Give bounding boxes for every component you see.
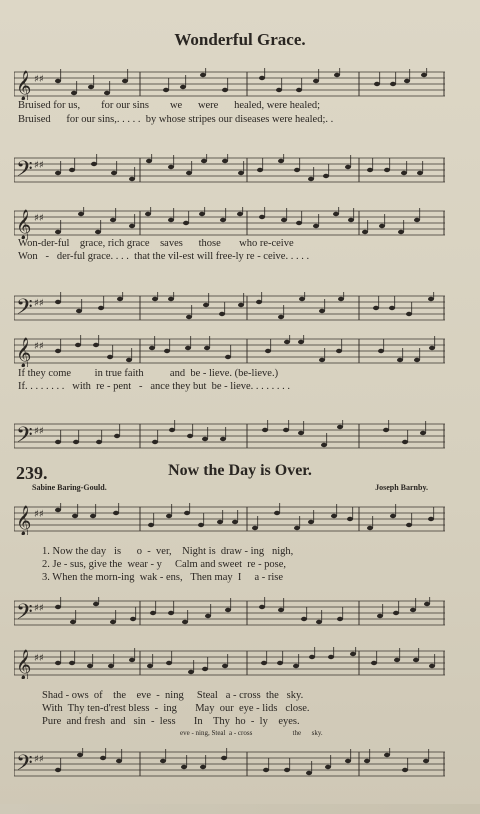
bass-clef-icon: 𝄢 [16,157,33,186]
note-head [406,312,412,316]
note-head [220,218,226,222]
note-head [298,340,304,344]
note-head [256,300,262,304]
note-head [166,514,172,518]
note-head [367,168,373,172]
note-head [160,759,166,763]
staff-lines [14,292,445,324]
note-head [333,212,339,216]
note-head [378,349,384,353]
note-head [78,212,84,216]
note-head [313,79,319,83]
note-head [221,756,227,760]
staff-lines [14,597,445,629]
note-head [383,428,389,432]
note-head [202,667,208,671]
note-head [55,661,61,665]
note-head [166,661,172,665]
staff-lines [14,68,445,100]
note-head [384,753,390,757]
note-head [222,664,228,668]
note-head [429,346,435,350]
key-signature-icon: ♯♯ [34,653,44,664]
note-head [75,343,81,347]
note-head [308,177,314,181]
treble-clef-icon: 𝄞 [16,71,32,100]
note-head [91,162,97,166]
note-head [77,753,83,757]
note-head [293,664,299,668]
bass-clef-icon: 𝄢 [16,600,33,629]
bass-staff [14,292,445,324]
note-head [149,346,155,350]
note-head [163,88,169,92]
note-head [281,218,287,222]
treble-staff [14,335,445,367]
note-head [111,171,117,175]
note-head [428,517,434,521]
note-head [337,425,343,429]
note-head [147,664,153,668]
note-head [71,91,77,95]
key-signature-icon: ♯♯ [34,509,44,520]
treble-clef-icon: 𝄞 [16,338,32,367]
lyric-line: 1. Now the day is o - ver, Night is draw - ing nigh, [42,546,294,557]
key-signature-icon: ♯♯ [34,213,44,224]
note-head [55,230,61,234]
lyric-line: If they come in true faith and be - lieve. (be-lieve.) [18,368,279,379]
note-head [238,303,244,307]
note-head [110,620,116,624]
note-head [401,171,407,175]
note-head [129,658,135,662]
note-head [337,617,343,621]
note-head [278,159,284,163]
note-head [96,440,102,444]
note-head [204,346,210,350]
note-head [278,315,284,319]
key-signature-icon: ♯♯ [34,74,44,85]
note-head [296,221,302,225]
note-head [205,614,211,618]
note-head [107,355,113,359]
note-head [129,224,135,228]
lyric-line: If. . . . . . . . with re - pent - ance they but be - lieve. . . . . . . . [18,381,291,392]
note-head [294,168,300,172]
note-head [181,765,187,769]
note-head [168,297,174,301]
note-head [188,670,194,674]
bass-lyric: eve - ning, Steal a - cross the sky. [180,729,323,737]
note-head [252,526,258,530]
note-head [116,759,122,763]
key-signature-icon: ♯♯ [34,160,44,171]
note-head [168,165,174,169]
note-head [145,212,151,216]
note-head [336,349,342,353]
note-head [150,611,156,615]
note-head [148,523,154,527]
note-head [199,212,205,216]
note-head [98,306,104,310]
key-signature-icon: ♯♯ [34,754,44,765]
note-head [402,440,408,444]
note-head [93,343,99,347]
treble-clef-icon: 𝄞 [16,506,32,535]
note-head [394,658,400,662]
lyric-line: With Thy ten-d'rest bless - ing May our eye - lids close. [42,703,310,714]
note-head [345,759,351,763]
key-signature-icon: ♯♯ [34,426,44,437]
treble-staff [14,647,445,679]
note-head [87,664,93,668]
note-head [404,79,410,83]
note-head [70,620,76,624]
note-head [185,346,191,350]
hymn-number: 239. [16,463,48,483]
note-head [301,617,307,621]
note-head [200,765,206,769]
bass-clef-icon: 𝄢 [16,295,33,324]
note-head [182,620,188,624]
note-head [186,315,192,319]
note-head [183,221,189,225]
note-head [338,297,344,301]
note-head [217,520,223,524]
note-head [274,511,280,515]
note-head [168,611,174,615]
note-head [429,664,435,668]
note-head [420,431,426,435]
note-head [88,85,94,89]
note-head [186,171,192,175]
bass-staff [14,154,445,186]
note-head [225,608,231,612]
note-head [55,440,61,444]
note-head [108,664,114,668]
author-credit: Sabine Baring-Gould. [32,483,107,492]
note-head [122,79,128,83]
note-head [421,73,427,77]
note-head [55,171,61,175]
note-head [219,312,225,316]
treble-staff [14,503,445,535]
bass-staff [14,420,445,452]
note-head [169,428,175,432]
note-head [316,620,322,624]
note-head [93,602,99,606]
note-head [90,514,96,518]
treble-staff [14,68,445,100]
note-head [130,617,136,621]
note-head [259,215,265,219]
note-head [321,443,327,447]
note-head [398,230,404,234]
staff-lines [14,335,445,367]
note-head [328,655,334,659]
note-head [347,517,353,521]
staff-lines [14,748,445,780]
note-head [113,511,119,515]
note-head [55,349,61,353]
note-head [397,358,403,362]
note-head [262,428,268,432]
note-head [55,300,61,304]
note-head [299,297,305,301]
key-signature-icon: ♯♯ [34,298,44,309]
note-head [198,523,204,527]
note-head [69,168,75,172]
note-head [373,306,379,310]
note-head [180,85,186,89]
note-head [384,168,390,172]
lyric-line: Pure and fresh and sin - less In Thy ho - ly eyes. [42,716,300,727]
note-head [238,171,244,175]
lyric-line: Bruised for our sins,. . . . . by whose stripes our diseases were healed;. . [18,114,334,125]
note-head [72,514,78,518]
note-head [414,358,420,362]
note-head [323,174,329,178]
bass-staff [14,597,445,629]
note-head [200,73,206,77]
note-head [55,768,61,772]
note-head [164,349,170,353]
staff-lines [14,503,445,535]
note-head [237,212,243,216]
note-head [201,159,207,163]
note-head [413,658,419,662]
note-head [263,768,269,772]
note-head [379,224,385,228]
note-head [389,306,395,310]
note-head [232,520,238,524]
note-head [202,437,208,441]
page-edge [0,804,480,814]
note-head [73,440,79,444]
note-head [100,756,106,760]
note-head [222,88,228,92]
bass-staff [14,748,445,780]
note-head [265,349,271,353]
key-signature-icon: ♯♯ [34,341,44,352]
lyric-line: Bruised for us, for our sins we were healed, were healed; [18,100,321,111]
lyric-line: 2. Je - sus, give the wear - y Calm and sweet re - pose, [42,559,287,570]
staff-lines [14,420,445,452]
note-head [129,177,135,181]
note-head [259,76,265,80]
treble-clef-icon: 𝄞 [16,650,32,679]
note-head [319,309,325,313]
note-head [423,759,429,763]
note-head [225,355,231,359]
note-head [152,297,158,301]
note-head [350,652,356,656]
treble-clef-icon: 𝄞 [16,210,32,239]
note-head [374,82,380,86]
note-head [308,520,314,524]
note-head [371,661,377,665]
note-head [261,661,267,665]
note-head [325,765,331,769]
composer-credit: Joseph Barnby. [375,483,428,492]
note-head [309,655,315,659]
note-head [222,159,228,163]
note-head [110,218,116,222]
note-head [331,514,337,518]
note-head [424,602,430,606]
note-head [319,358,325,362]
note-head [76,309,82,313]
lyric-line: Shad - ows of the eve - ning Steal a - cross the sky. [42,690,304,701]
note-head [348,218,354,222]
note-head [284,768,290,772]
note-head [296,88,302,92]
note-head [55,605,61,609]
staff-lines [14,207,445,239]
staff-lines [14,647,445,679]
note-head [152,440,158,444]
staff-lines [14,154,445,186]
note-head [334,73,340,77]
note-head [95,230,101,234]
note-head [69,661,75,665]
lyric-line: 3. When the morn-ing wak - ens, Then may I a - rise [42,572,284,583]
note-head [306,771,312,775]
lyric-line: Won - der-ful grace. . . . that the vil-est will free-ly re - ceive. . . . . [18,251,310,262]
note-head [414,218,420,222]
note-head [55,508,61,512]
note-head [402,768,408,772]
note-head [278,608,284,612]
hymn-title: Wonderful Grace. [174,30,306,49]
note-head [390,82,396,86]
note-head [146,159,152,163]
note-head [417,171,423,175]
note-head [294,526,300,530]
note-head [117,297,123,301]
note-head [393,611,399,615]
note-head [428,297,434,301]
treble-staff [14,207,445,239]
note-head [283,428,289,432]
note-head [345,165,351,169]
note-head [126,358,132,362]
note-head [377,614,383,618]
note-head [364,759,370,763]
key-signature-icon: ♯♯ [34,603,44,614]
note-head [168,218,174,222]
note-head [184,511,190,515]
note-head [257,168,263,172]
note-head [114,434,120,438]
note-head [390,514,396,518]
note-head [406,523,412,527]
note-head [259,605,265,609]
hymn-title: Now the Day is Over. [168,462,312,479]
note-head [284,340,290,344]
note-head [55,79,61,83]
note-head [298,431,304,435]
note-head [313,224,319,228]
note-head [104,91,110,95]
note-head [187,434,193,438]
note-head [203,303,209,307]
bass-clef-icon: 𝄢 [16,423,33,452]
note-head [277,661,283,665]
note-head [276,88,282,92]
note-head [367,526,373,530]
lyric-line: Won-der-ful grace, rich grace saves those who re-ceive [18,238,294,249]
note-head [410,608,416,612]
bass-clef-icon: 𝄢 [16,751,33,780]
note-head [362,230,368,234]
note-head [220,437,226,441]
